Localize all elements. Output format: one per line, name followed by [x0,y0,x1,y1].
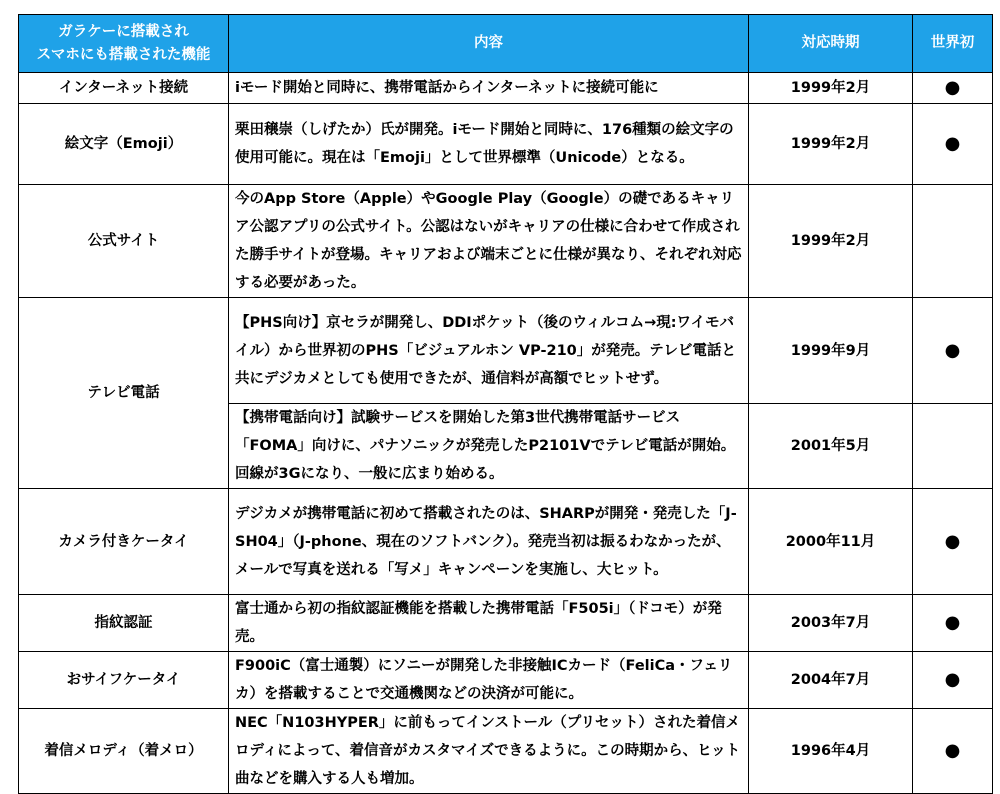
table-body [19,73,993,794]
table-row [19,595,993,652]
table-row [19,652,993,709]
header-row [19,15,993,73]
table-header [19,15,993,73]
table-row [19,73,993,104]
feature-cell: おサイフケータイ [19,652,229,709]
feature-cell: 指紋認証 [19,595,229,652]
table-row [19,489,993,595]
world-first-cell: ● [913,73,993,104]
feature-cell: 公式サイト [19,185,229,298]
world-first-cell: ● [913,652,993,709]
date-cell: 1999年2月 [749,73,913,104]
header-date: 対応時期 [749,15,913,73]
date-cell: 1999年2月 [749,104,913,185]
header-feature-line2: スマホにも搭載された機能 [36,46,211,63]
content-cell: F900iC（富士通製）にソニーが開発した非接触ICカード（FeliCa・フェリカ）を搭載することで交通機関などの決済が可能に。 [229,652,749,709]
world-first-cell [913,185,993,298]
feature-cell: 着信メロディ（着メロ） [19,709,229,794]
date-cell: 1999年9月 [749,298,913,404]
feature-cell: カメラ付きケータイ [19,489,229,595]
date-cell: 1999年2月 [749,185,913,298]
date-cell: 2001年5月 [749,404,913,489]
world-first-cell: ● [913,104,993,185]
content-cell: NEC「N103HYPER」に前もってインストール（プリセット）された着信メロディによって、着信音がカスタマイズできるように。この時期から、ヒット曲などを購入する人も増加。 [229,709,749,794]
date-cell: 2004年7月 [749,652,913,709]
table-row [19,298,993,404]
feature-cell: 絵文字（Emoji） [19,104,229,185]
content-cell: 栗田穣崇（しげたか）氏が開発。iモード開始と同時に、176種類の絵文字の使用可能に。現在は「Emoji」として世界標準（Unicode）となる。 [229,104,749,185]
header-world-first: 世界初 [913,15,993,73]
feature-table [18,14,993,794]
feature-cell: テレビ電話 [19,298,229,489]
world-first-cell [913,404,993,489]
world-first-cell: ● [913,298,993,404]
table-row [19,104,993,185]
table-row [19,185,993,298]
content-cell: デジカメが携帯電話に初めて搭載されたのは、SHARPが開発・発売した「J-SH04」（J-phone、現在のソフトバンク）。発売当初は振るわなかったが、メールで写真を送れる「写メ」キャンペーンを実施し、大ヒット。 [229,489,749,595]
world-first-cell: ● [913,489,993,595]
content-cell: iモード開始と同時に、携帯電話からインターネットに接続可能に [229,73,749,104]
feature-cell: インターネット接続 [19,73,229,104]
table-row [19,709,993,794]
content-cell: 富士通から初の指紋認証機能を搭載した携帯電話「F505i」（ドコモ）が発売。 [229,595,749,652]
header-content: 内容 [229,15,749,73]
date-cell: 2000年11月 [749,489,913,595]
date-cell: 2003年7月 [749,595,913,652]
content-cell: 【携帯電話向け】試験サービスを開始した第3世代携帯電話サービス「FOMA」向けに、パナソニックが発売したP2101Vでテレビ電話が開始。回線が3Gになり、一般に広まり始める。 [229,404,749,489]
world-first-cell: ● [913,709,993,794]
header-feature-line1: ガラケーに搭載され [58,23,189,40]
content-cell: 【PHS向け】京セラが開発し、DDIポケット（後のウィルコム→現:ワイモバイル）から世界初のPHS「ビジュアルホン VP-210」が発売。テレビ電話と共にデジカメとしても使用できたが、通信料が高額でヒットせず。 [229,298,749,404]
date-cell: 1996年4月 [749,709,913,794]
header-feature [19,15,229,73]
world-first-cell: ● [913,595,993,652]
content-cell: 今のApp Store（Apple）やGoogle Play（Google）の礎であるキャリア公認アプリの公式サイト。公認はないがキャリアの仕様に合わせて作成された勝手サイトが登場。キャリアおよび端末ごとに仕様が異なり、それぞれ対応する必要があった。 [229,185,749,298]
